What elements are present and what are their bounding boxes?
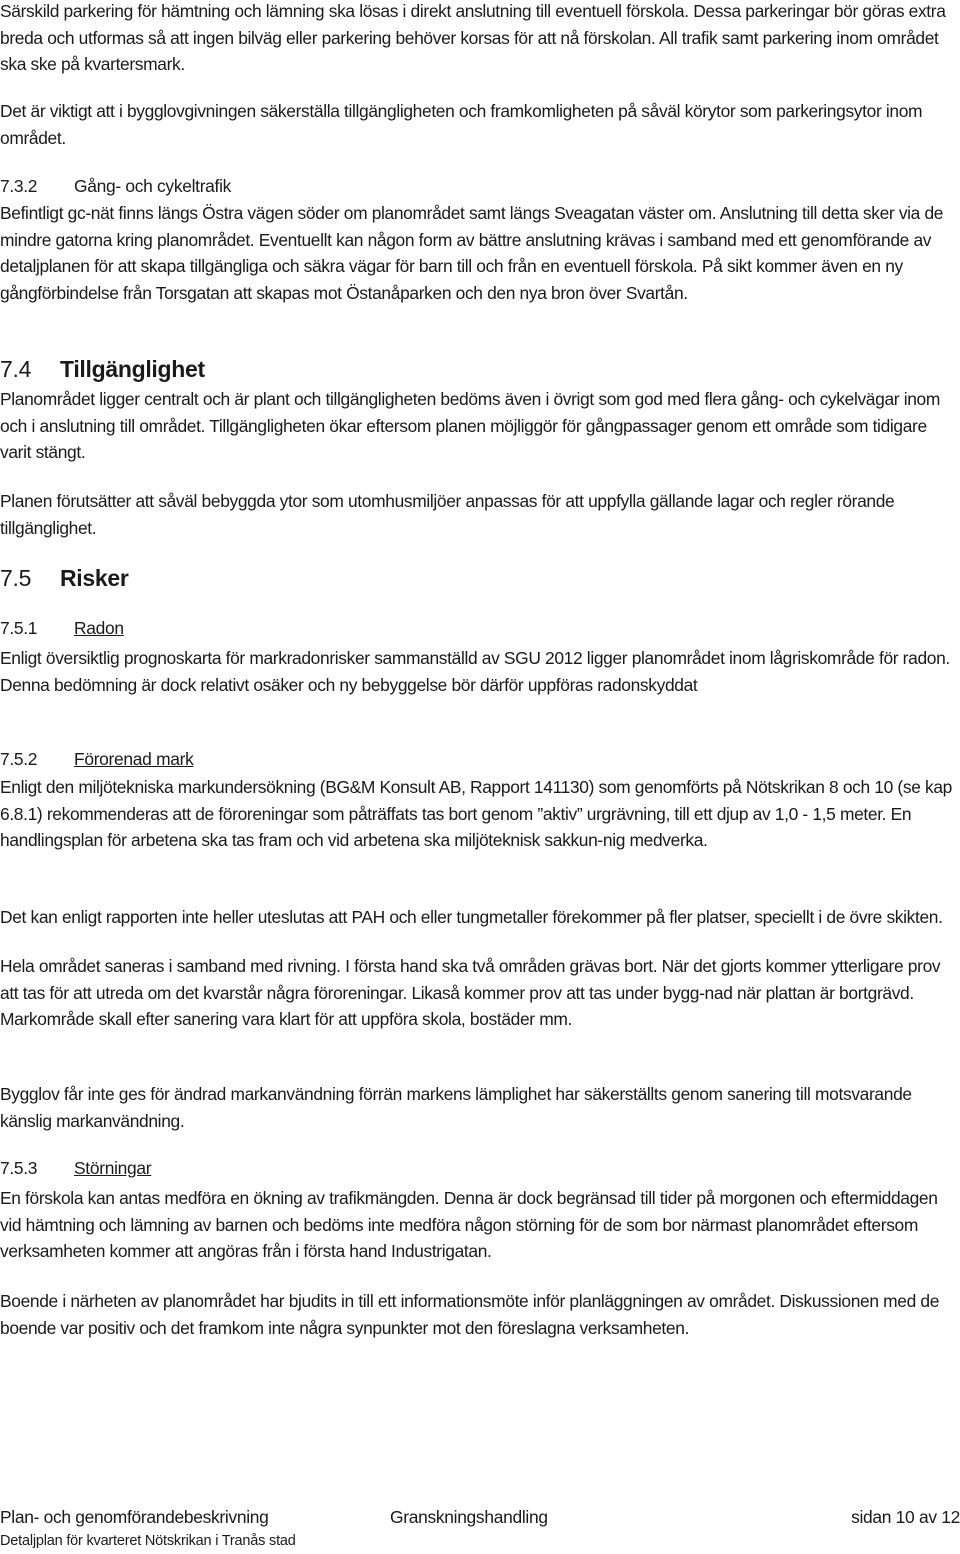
section-title: Gång- och cykeltrafik xyxy=(74,176,232,196)
section-number: 7.5.2 xyxy=(0,749,38,769)
paragraph-radon: Enligt översiktlig prognoskarta för markradonrisker sammanställd av SGU 2012 ligger planområdet inom lågriskområde för radon. Denna bedömning är dock relativt osäker och ny bebyggelse bör därför uppföras radonskyddat xyxy=(0,648,950,695)
paragraph-mark-4: Bygglov får inte ges för ändrad markanvändning förrän markens lämplighet har säkerställts genom sanering till motsvarande känslig markanvändning. xyxy=(0,1084,912,1131)
footer-left: Plan- och genomförandebeskrivning xyxy=(0,1507,269,1527)
page-number: sidan 10 av 12 xyxy=(851,1507,960,1527)
paragraph-tillganglighet-2: Planen förutsätter att såväl bebyggda ytor som utomhusmiljöer anpassas för att uppfylla gällande lagar och regler rörande tillgänglighet. xyxy=(0,491,895,538)
section-title: Risker xyxy=(60,565,129,591)
section-heading-7-4 xyxy=(0,354,205,384)
paragraph-parking: Särskild parkering för hämtning och lämning ska lösas i direkt anslutning till eventuell förskola. Dessa parkeringar bör göras extra breda och utformas så att ingen bilväg eller parkering behöver korsas för att nå förskolan. All trafik samt parkering inom området ska ske på kvartersmark. xyxy=(0,1,946,74)
paragraph-mark-1: Enligt den miljötekniska markundersökning (BG&M Konsult AB, Rapport 141130) som genomförts på Nötskrikan 8 och 10 (se kap 6.8.1) rekommenderas att de föroreningar som påträffats tas bort genom ”aktiv” urgrävning, till ett djup av 1,0 - 1,5 meter. En handlingsplan för arbetena ska tas fram och vid arbetena ska miljöteknisk sakkun-nig medverka. xyxy=(0,777,952,850)
section-title: Tillgänglighet xyxy=(60,356,205,382)
paragraph-mark-3: Hela området saneras i samband med rivning. I första hand ska två områden grävas bort. När det gjorts kommer ytterligare prov att tas för att utreda om det kvarstår några föroreningar. Likaså kommer prov att tas under bygg-nad när plattan är bortgrävd. Markområde skall efter sanering vara klart för att uppföra skola, bostäder mm. xyxy=(0,956,941,1029)
page-footer xyxy=(0,1507,960,1535)
paragraph-storningar-1: En förskola kan antas medföra en ökning av trafikmängden. Denna är dock begränsad till tider på morgonen och eftermiddagen vid hämtning och lämning av barnen och bedöms inte medföra någon störning för de som bor närmast planområdet eftersom verksamheten kommer att angöras från i första hand Industrigatan. xyxy=(0,1188,938,1261)
section-heading-7-3-2 xyxy=(0,173,952,199)
paragraph-gang-cykel: Befintligt gc-nät finns längs Östra vägen söder om planområdet samt längs Sveagatan väster om. Anslutning till detta sker via de mindre gatorna kring planområdet. Eventuellt kan någon form av bättre anslutning krävas i samband med ett genomförande av detaljplanen för att skapa tillgängliga och säkra vägar för barn till och från en eventuell förskola. På sikt kommer även en ny gångförbindelse från Torsgatan att skapas mot Östanåparken och den nya bron över Svartån. xyxy=(0,203,944,303)
section-number: 7.5.1 xyxy=(0,618,38,638)
section-number: 7.4 xyxy=(0,356,32,382)
footer-subtitle: Detaljplan för kvarteret Nötskrikan i Tranås stad xyxy=(0,1533,296,1549)
section-title: Störningar xyxy=(74,1158,152,1178)
section-title: Förorenad mark xyxy=(74,749,194,769)
section-heading-7-5-3 xyxy=(0,1155,952,1181)
paragraph-mark-2: Det kan enligt rapporten inte heller uteslutas att PAH och eller tungmetaller förekommer på fler platser, speciellt i de övre skikten. xyxy=(0,907,943,927)
paragraph-storningar-2: Boende i närheten av planområdet har bjudits in till ett informationsmöte inför planläggningen av området. Diskussionen med de boende var positiv och det framkom inte några synpunkter mot den föreslagna verksamheten. xyxy=(0,1291,940,1338)
section-heading-7-5-2 xyxy=(0,746,952,772)
paragraph-bygglov: Det är viktigt att i bygglovgivningen säkerställa tillgängligheten och framkomligheten på såväl körytor som parkeringsytor inom området. xyxy=(0,101,923,148)
section-number: 7.3.2 xyxy=(0,176,38,196)
section-number: 7.5 xyxy=(0,565,32,591)
footer-status: Granskningshandling xyxy=(390,1507,548,1527)
section-heading-7-5-1 xyxy=(0,615,952,641)
section-heading-7-5 xyxy=(0,563,129,593)
paragraph-tillganglighet-1: Planområdet ligger centralt och är plant och tillgängligheten bedöms även i övrigt som god med flera gång- och cykelvägar inom och i anslutning till området. Tillgängligheten ökar eftersom planen möjliggör för gångpassager genom ett område som tidigare varit stängt. xyxy=(0,389,940,462)
section-number: 7.5.3 xyxy=(0,1158,38,1178)
section-title: Radon xyxy=(74,618,124,638)
